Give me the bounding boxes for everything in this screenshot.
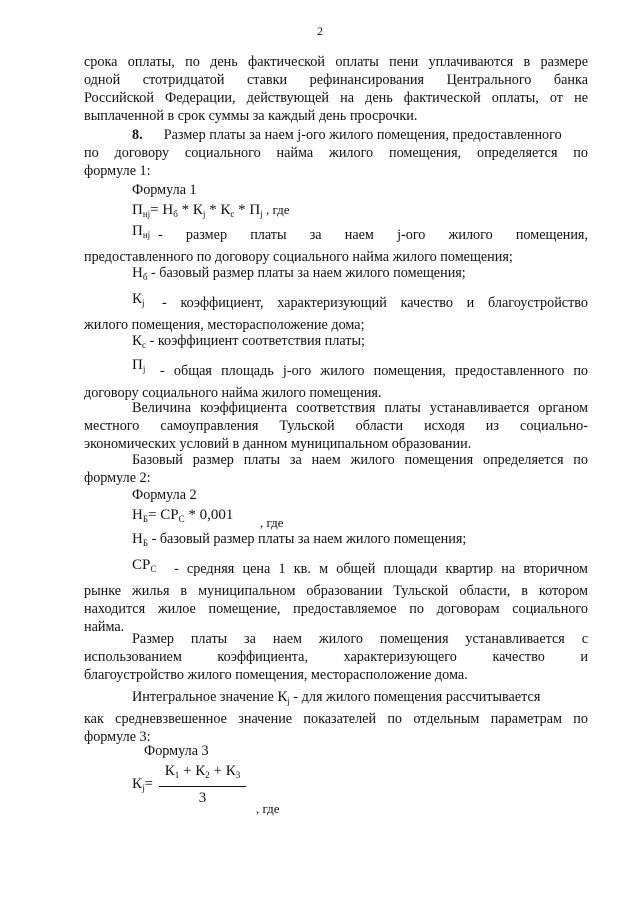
formula-subscript: Б bbox=[142, 514, 149, 524]
formula-subscript: j bbox=[142, 782, 145, 793]
item-number: 8. bbox=[132, 127, 143, 143]
text-line: находится жилое помещение, предоставляемое по договорам социального bbox=[84, 601, 588, 617]
text-line: - средняя цена 1 кв. м общей площади квартир на вторичном bbox=[174, 561, 588, 577]
text-line bbox=[84, 530, 588, 552]
text-line bbox=[84, 264, 588, 286]
text-line: договору социального найма жилого помещения. bbox=[84, 385, 382, 401]
formula-symbol: = bbox=[144, 775, 153, 792]
formula-subscript: С bbox=[150, 564, 157, 574]
formula-subscript: нj bbox=[142, 209, 151, 219]
formula-symbol: К bbox=[132, 291, 143, 307]
text-line: Величина коэффициента соответствия платы устанавливается органом bbox=[132, 400, 588, 416]
formula-symbol: К bbox=[132, 333, 143, 349]
text-line: Базовый размер платы за наем жилого помещения определяется по bbox=[132, 452, 588, 468]
text-fragment: - для жилого помещения рассчитывается bbox=[289, 689, 541, 705]
definition-nb-2 bbox=[84, 530, 588, 552]
text-line: - общая площадь j-ого жилого помещения, предоставленного по bbox=[160, 363, 588, 379]
formula-subscript: 2 bbox=[205, 770, 210, 780]
formula-symbol: + К bbox=[179, 763, 206, 779]
formula-symbol: = Н bbox=[150, 202, 174, 218]
text-line: благоустройство жилого помещения, месторасположение дома. bbox=[84, 667, 468, 683]
text-line: - размер платы за наем j-ого жилого помещения, bbox=[158, 227, 588, 243]
paragraph-size bbox=[84, 630, 588, 684]
formula-fraction bbox=[159, 762, 246, 807]
definition-text: - базовый размер платы за наем жилого помещения; bbox=[148, 531, 467, 547]
text-fragment: Интегральное значение bbox=[132, 689, 278, 705]
formula-subscript: б bbox=[173, 209, 178, 219]
definition-kc bbox=[84, 332, 588, 354]
formula-subscript: j bbox=[260, 209, 263, 219]
formula-subscript: б bbox=[142, 272, 148, 282]
text-line: найма. bbox=[84, 619, 125, 635]
text-line: экономических условий в данном муниципальном образовании. bbox=[84, 436, 472, 452]
definition-text: - коэффициент соответствия платы; bbox=[146, 333, 365, 349]
definition-src bbox=[84, 556, 588, 636]
formula-2 bbox=[132, 486, 532, 528]
formula-subscript: 3 bbox=[235, 770, 241, 780]
text-line: срока оплаты, по день фактической оплаты пени уплачиваются в размере bbox=[84, 54, 588, 70]
paragraph-base-size bbox=[84, 451, 588, 487]
formula-symbol: * П bbox=[234, 202, 261, 218]
formula-symbol: П bbox=[132, 223, 143, 239]
text-line: - коэффициент, характеризующий качество и благоустройство bbox=[162, 295, 588, 311]
formula-3 bbox=[132, 742, 532, 816]
text-line: предоставленного по договору социального найма жилого помещения; bbox=[84, 249, 513, 265]
formula-expression bbox=[132, 201, 532, 223]
formula-symbol: + К bbox=[209, 763, 236, 779]
formula-symbol: П bbox=[132, 202, 143, 218]
text-line: использованием коэффициента, характеризующего качество и bbox=[84, 649, 588, 665]
text-line: формуле 2: bbox=[84, 470, 151, 486]
paragraph-penalty bbox=[84, 53, 588, 125]
definition-kj bbox=[84, 290, 588, 334]
text-line: по договору социального найма жилого помещения, определяется по bbox=[84, 145, 588, 161]
formula-symbol: Н bbox=[132, 265, 143, 281]
formula-expression bbox=[132, 506, 532, 528]
definition-pnj bbox=[84, 222, 588, 266]
paragraph-coefficient bbox=[84, 399, 588, 453]
text-line: одной стотридцатой ставки рефинансирования Центрального банка bbox=[84, 72, 588, 88]
formula-symbol: Н bbox=[132, 531, 143, 547]
definition-text: - базовый размер платы за наем жилого помещения; bbox=[147, 265, 466, 281]
formula-symbol: К bbox=[132, 775, 143, 792]
formula-title: Формула 3 bbox=[144, 743, 209, 759]
text-line: местного самоуправления Тульской области исходя из социально- bbox=[84, 418, 588, 434]
formula-symbol: СР bbox=[132, 557, 151, 573]
formula-subscript: нj bbox=[142, 230, 151, 240]
formula-symbol: * К bbox=[205, 202, 231, 218]
definition-pj bbox=[84, 356, 588, 402]
text-line bbox=[84, 126, 588, 144]
fraction-denominator: 3 bbox=[198, 790, 207, 806]
text-line: Размер платы за наем жилого помещения устанавливается с bbox=[132, 631, 588, 647]
formula-subscript: j bbox=[287, 696, 290, 706]
formula-subscript: Б bbox=[142, 538, 149, 548]
formula-symbol: Н bbox=[132, 507, 143, 523]
definition-nb bbox=[84, 264, 588, 286]
formula-symbol: * 0,001 bbox=[184, 507, 234, 523]
formula-subscript: j bbox=[142, 364, 146, 374]
text-line: жилого помещения, месторасположение дома; bbox=[84, 317, 365, 333]
formula-where: , где bbox=[262, 202, 290, 217]
text-line: формуле 3: bbox=[84, 729, 151, 745]
text-line: Российской Федерации, действующей на день фактической оплаты, от не bbox=[84, 90, 588, 106]
text-line bbox=[84, 332, 588, 354]
formula-expression bbox=[132, 762, 532, 807]
formula-title: Формула 2 bbox=[132, 487, 197, 503]
formula-symbol: К bbox=[277, 689, 288, 705]
formula-where: , где bbox=[256, 801, 280, 816]
formula-symbol: К bbox=[164, 763, 175, 779]
paragraph-item-8 bbox=[84, 126, 588, 180]
text-line: рынке жилья в муниципальном образовании Тульской области, в котором bbox=[84, 583, 588, 599]
formula-subscript: 1 bbox=[174, 770, 180, 780]
formula-subscript: С bbox=[178, 514, 185, 524]
text-line: как средневзвешенное значение показателей по отдельным параметрам по bbox=[84, 711, 588, 727]
text-line bbox=[84, 688, 588, 710]
formula-subscript: с bbox=[142, 340, 147, 350]
formula-symbol: П bbox=[132, 357, 143, 373]
formula-subscript: j bbox=[202, 209, 206, 219]
formula-subscript: j bbox=[142, 298, 145, 308]
text-line: выплаченной в срок суммы за каждый день просрочки. bbox=[84, 108, 418, 124]
page-number: 2 bbox=[317, 24, 323, 38]
formula-title: Формула 1 bbox=[132, 182, 197, 198]
paragraph-integral bbox=[84, 688, 588, 746]
formula-symbol: = СР bbox=[148, 507, 179, 523]
fraction-numerator bbox=[159, 762, 246, 787]
formula-symbol: * К bbox=[177, 202, 203, 218]
item-8-text: Размер платы за наем j-ого жилого помещения, предоставленного bbox=[163, 127, 562, 143]
text-line: формуле 1: bbox=[84, 163, 151, 179]
formula-subscript: с bbox=[230, 209, 235, 219]
formula-1 bbox=[132, 181, 532, 223]
formula-where: , где bbox=[260, 515, 284, 530]
